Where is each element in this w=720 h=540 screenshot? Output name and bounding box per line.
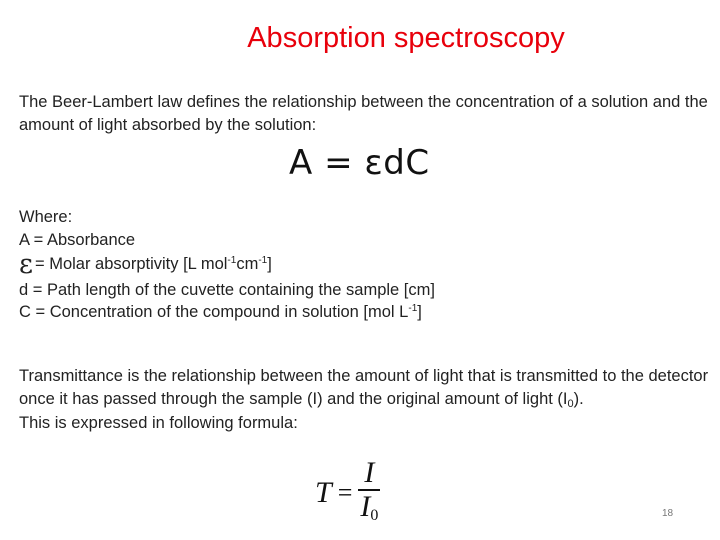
formula-equals: = — [337, 477, 353, 507]
eps-superscript-1: -1 — [227, 255, 237, 266]
denominator-subscript: 0 — [370, 507, 379, 524]
formula-numerator: I — [364, 456, 375, 489]
formula-fraction — [358, 458, 380, 527]
definition-concentration — [19, 301, 435, 327]
denominator-letter: I — [360, 490, 371, 523]
where-label: Where: — [19, 208, 73, 226]
c-superscript: -1 — [408, 303, 418, 314]
eps-text: = Molar absorptivity [L mol — [35, 255, 228, 273]
eps-end: ] — [267, 255, 272, 273]
definition-absorbance: A = Absorbance — [19, 230, 136, 249]
formula-denominator — [360, 492, 378, 527]
transmittance-formula-intro: This is expressed in following formula: — [19, 414, 298, 432]
slide-title: Absorption spectroscopy — [247, 22, 565, 54]
formula-lhs: T — [315, 475, 332, 509]
eps-mid: cm — [236, 255, 259, 273]
c-text: C = Concentration of the compound in solution [mol L — [19, 303, 409, 321]
definitions-list — [19, 206, 435, 327]
beer-lambert-formula: A = εdC — [289, 143, 430, 183]
transmittance-subscript: 0 — [567, 397, 574, 410]
definition-path-length: d = Path length of the cuvette containing the sample [cm] — [19, 280, 435, 299]
definition-molar-absorptivity — [19, 251, 435, 279]
epsilon-symbol: ε — [19, 249, 33, 280]
transmittance-text: Transmittance is the relationship between the amount of light that is transmitted to the detector once it has passed through the sample (I) and the original amount of light (I — [19, 367, 709, 408]
transmittance-formula — [315, 458, 380, 527]
c-end: ] — [417, 303, 422, 321]
transmittance-paragraph — [19, 365, 709, 435]
transmittance-text-end: ). — [573, 389, 584, 408]
eps-superscript-2: -1 — [258, 255, 268, 266]
intro-paragraph: The Beer-Lambert law defines the relationship between the concentration of a solution and the amount of light absorbed by the solution: — [19, 93, 708, 134]
page-number: 18 — [662, 508, 674, 519]
